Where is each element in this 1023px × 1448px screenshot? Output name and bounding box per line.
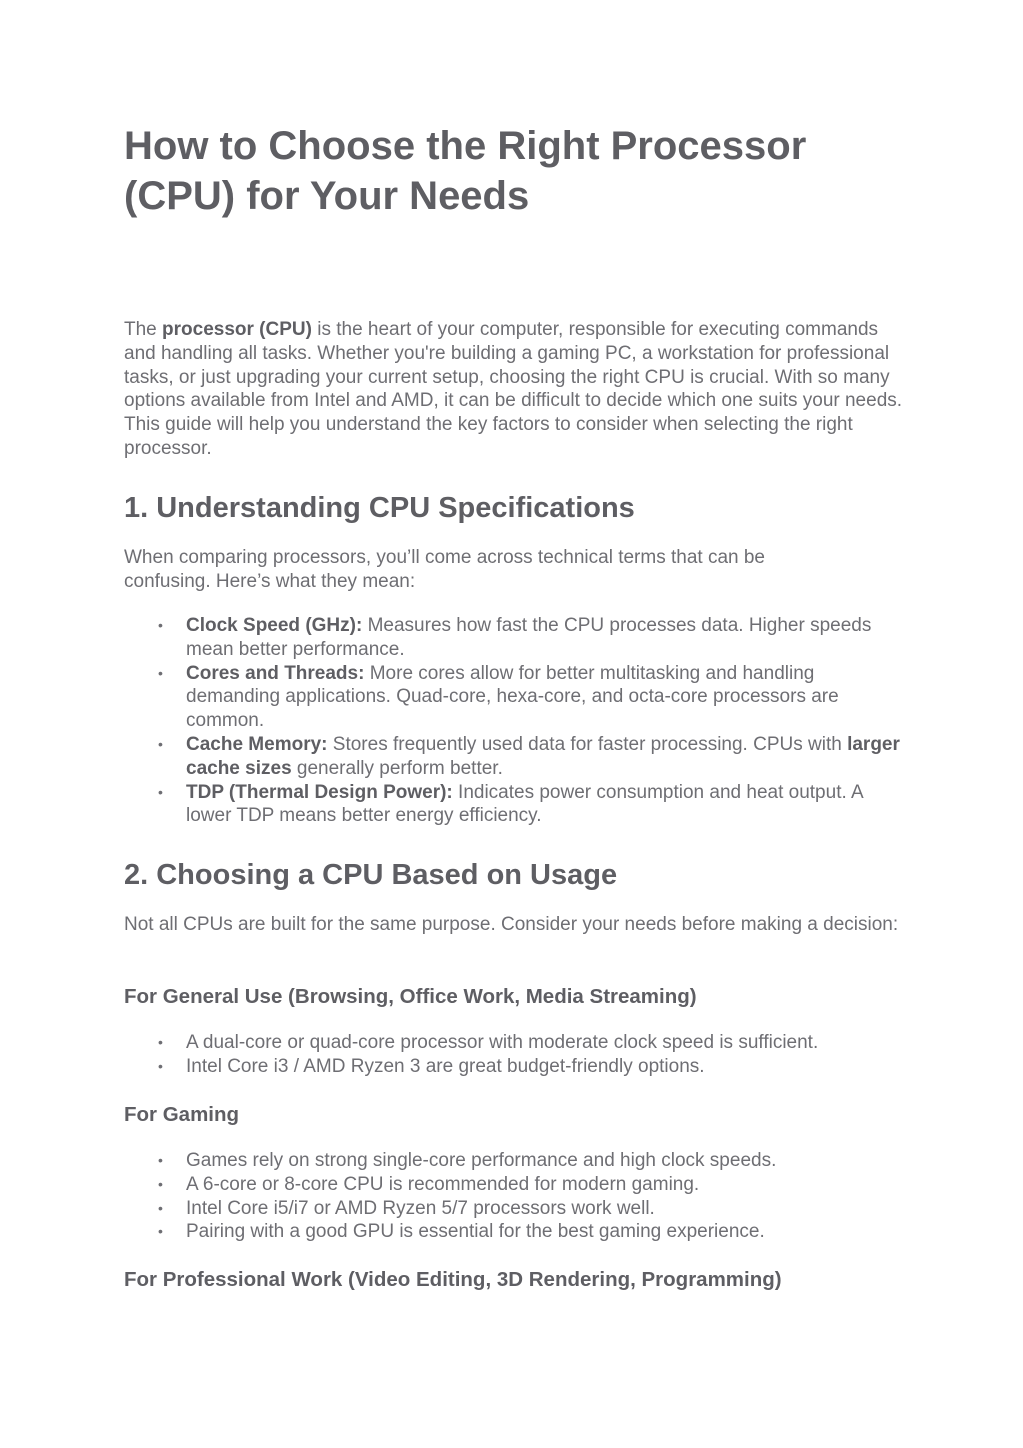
spec-term: Clock Speed (GHz):: [186, 615, 363, 636]
bullet-icon: •: [158, 1175, 163, 1192]
spec-item-clock-speed: [124, 614, 904, 662]
spec-item-cores-threads: [124, 662, 904, 733]
bullet-icon: •: [158, 735, 163, 752]
professional-heading: For Professional Work (Video Editing, 3D Rendering, Programming): [124, 1268, 782, 1291]
spec-term: Cache Memory:: [186, 733, 328, 755]
intro-prefix: The: [124, 319, 163, 340]
bullet-icon: •: [158, 1057, 163, 1074]
spec-desc: Indicates power consumption and heat output. A lower TDP means better energy efficiency.: [186, 781, 863, 827]
section1-heading: 1. Understanding CPU Specifications: [124, 492, 635, 524]
list-item: • Games rely on strong single-core performance and high clock speeds.: [158, 1150, 777, 1171]
spec-term: Cores and Threads:: [186, 662, 365, 684]
spec-term: TDP (Thermal Design Power):: [186, 781, 453, 803]
list-item: • Intel Core i3 / AMD Ryzen 3 are great budget-friendly options.: [158, 1055, 705, 1077]
general-use-heading: For General Use (Browsing, Office Work, Media Streaming): [124, 985, 697, 1008]
general-use-list: [124, 1031, 904, 1079]
spec-item-tdp: [124, 781, 904, 829]
spec-emphasis: larger cache sizes: [186, 733, 900, 779]
spec-item-cache-memory: [124, 733, 904, 781]
gaming-heading: For Gaming: [124, 1103, 240, 1126]
bullet-icon: •: [158, 1152, 163, 1168]
bullet-icon: •: [158, 783, 163, 800]
list-item: • A dual-core or quad-core processor with moderate clock speed is sufficient.: [158, 1032, 819, 1053]
bullet-icon: •: [158, 1034, 163, 1050]
spec-desc: More cores allow for better multitasking and handling demanding applications. Quad-core, hexa-core, and octa-core processors are common.: [186, 662, 839, 732]
section2-intro: Not all CPUs are built for the same purpose. Consider your needs before making a decision:: [124, 914, 899, 935]
gaming-list: [124, 1149, 904, 1244]
spec-desc: Stores frequently used data for faster processing. CPUs with: [327, 733, 848, 755]
bullet-icon: •: [158, 1223, 163, 1240]
list-item: • A 6-core or 8-core CPU is recommended for modern gaming.: [158, 1173, 700, 1195]
spec-desc-continued: generally perform better.: [291, 757, 503, 779]
bullet-icon: •: [158, 664, 163, 681]
intro-rest: is the heart of your computer, responsible for executing commands and handling all tasks. Whether you're building a gaming PC, a workstation for professional tasks, or just upgrading your current setup, choosing the right CPU is crucial. With so many options available from Intel and AMD, it can be difficult to decide which one suits your needs. This guide will help you understand the key factors to consider when selecting the right processor.: [124, 319, 903, 459]
list-item: • Intel Core i5/i7 or AMD Ryzen 5/7 processors work well.: [158, 1197, 655, 1219]
bullet-icon: •: [158, 1199, 163, 1216]
intro-paragraph: [124, 318, 904, 461]
list-item: • Pairing with a good GPU is essential for the best gaming experience.: [158, 1221, 765, 1243]
bullet-icon: •: [158, 617, 163, 633]
section1-intro: When comparing processors, you’ll come across technical terms that can be confusing. Here’s what they mean:: [124, 547, 765, 592]
page-title: How to Choose the Right Processor (CPU) for Your Needs: [124, 124, 807, 218]
intro-bold-term: processor (CPU): [162, 319, 312, 340]
spec-list: [124, 614, 904, 828]
section2-heading: 2. Choosing a CPU Based on Usage: [124, 859, 618, 891]
spec-desc: Measures how fast the CPU processes data. Higher speeds mean better performance.: [186, 615, 872, 660]
